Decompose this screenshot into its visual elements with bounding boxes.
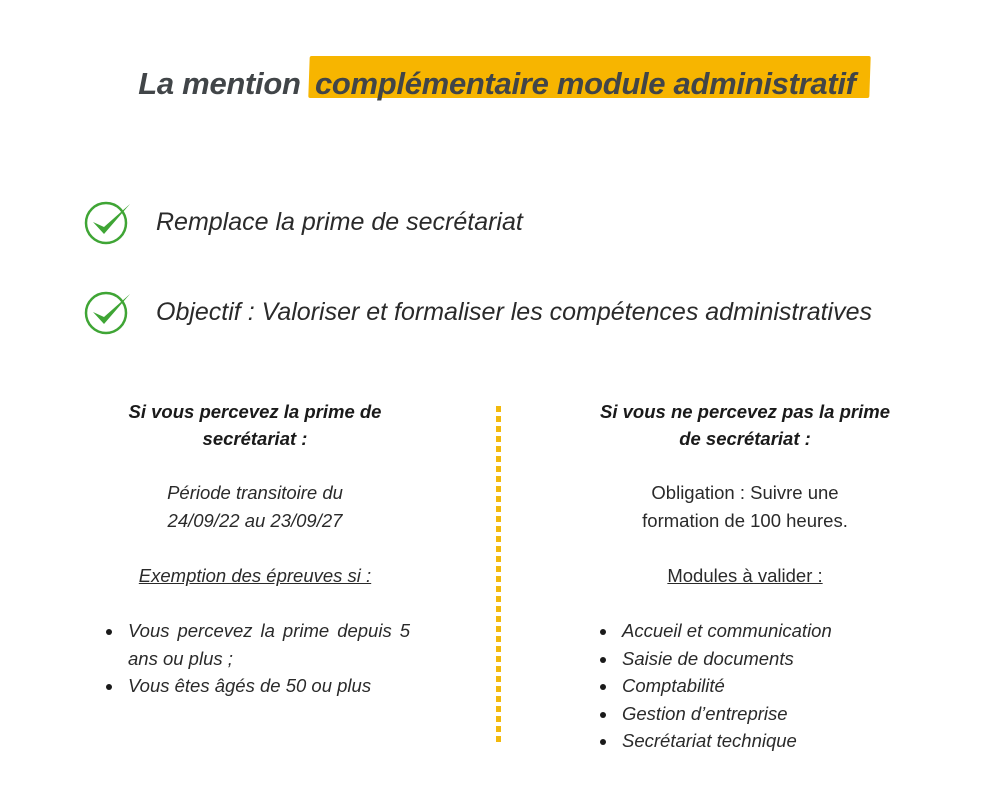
list-item: Vous percevez la prime depuis 5 ans ou plus ; bbox=[106, 617, 410, 672]
right-obligation-line2: formation de 100 heures. bbox=[642, 510, 848, 531]
title-highlight-text: complémentaire module administratif bbox=[314, 66, 856, 101]
left-heading-line1: Si vous percevez la prime de bbox=[128, 401, 382, 422]
check-circle-icon bbox=[82, 198, 134, 246]
right-bullet-list bbox=[600, 617, 920, 755]
left-period-line1: Période transitoire du bbox=[167, 482, 343, 503]
right-column bbox=[570, 398, 920, 755]
title-highlight bbox=[309, 66, 862, 102]
list-item: Accueil et communication bbox=[600, 617, 920, 645]
check-item-text: Objectif : Valoriser et formaliser les compétences administratives bbox=[156, 297, 873, 326]
title-prefix: La mention bbox=[138, 66, 309, 101]
list-item: Gestion d’entreprise bbox=[600, 700, 920, 728]
page-title bbox=[0, 66, 1000, 102]
right-heading-line1: Si vous ne percevez pas la prime bbox=[600, 401, 890, 422]
left-column bbox=[100, 398, 410, 700]
left-heading-line2: secrétariat : bbox=[202, 428, 308, 449]
list-item: Secrétariat technique bbox=[600, 727, 920, 755]
list-item: Saisie de documents bbox=[600, 645, 920, 673]
column-divider bbox=[496, 406, 501, 742]
check-item-1 bbox=[82, 198, 523, 246]
right-modules-label: Modules à valider : bbox=[667, 565, 823, 586]
left-exemption-label: Exemption des épreuves si : bbox=[138, 565, 372, 586]
right-obligation-line1: Obligation : Suivre une bbox=[651, 482, 839, 503]
check-item-2 bbox=[82, 288, 872, 336]
list-item: Vous êtes âgés de 50 ou plus bbox=[106, 672, 410, 700]
check-item-text: Remplace la prime de secrétariat bbox=[156, 207, 523, 236]
list-item: Comptabilité bbox=[600, 672, 920, 700]
check-circle-icon bbox=[82, 288, 134, 336]
left-bullet-list bbox=[106, 617, 410, 700]
right-heading-line2: de secrétariat : bbox=[679, 428, 811, 449]
left-period-line2: 24/09/22 au 23/09/27 bbox=[167, 510, 343, 531]
